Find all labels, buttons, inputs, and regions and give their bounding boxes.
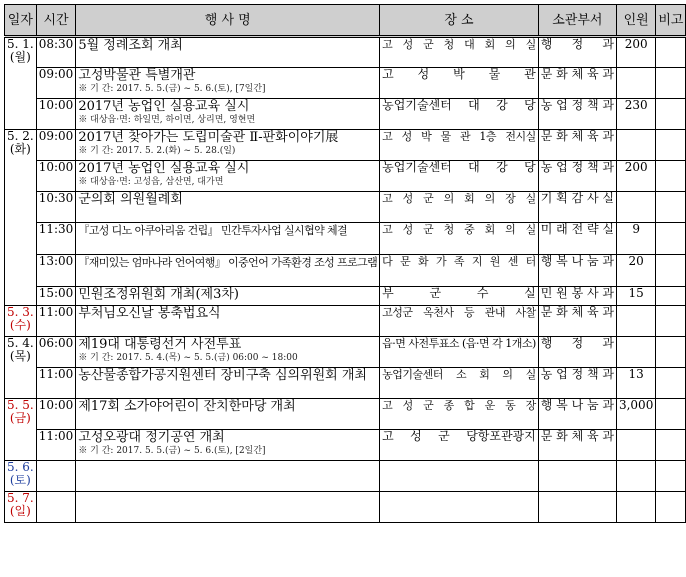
- event-title: 5월 정례조회 개최: [78, 38, 183, 53]
- dept-cell: 행 정 과: [538, 37, 616, 68]
- table-row: [5, 430, 686, 461]
- note-cell: [656, 306, 686, 337]
- event-title: 『고성 디노 아쿠아리움 건립』 민간투자사업 실시협약 체결: [78, 224, 348, 237]
- event-period: ※ 대상읍·면: 하일면, 하이면, 상리면, 영현면: [78, 115, 256, 125]
- dept-cell: 문 화 체 육 과: [538, 306, 616, 337]
- table-row: [5, 399, 686, 430]
- event-cell: [76, 337, 380, 368]
- table-row: [5, 130, 686, 161]
- event-title: 민원조정위원회 개최(제3차): [78, 287, 239, 302]
- place-cell: 다 문 화 가 족 지 원 센 터: [380, 255, 539, 287]
- note-cell: [656, 223, 686, 255]
- dept-cell: 농 업 정 책 과: [538, 161, 616, 192]
- header-note: 비고: [656, 5, 686, 37]
- time-cell: 06:00: [36, 337, 76, 368]
- note-cell: [656, 492, 686, 523]
- event-title: 2017년 농업인 실용교육 실시: [78, 99, 250, 114]
- time-cell: 11:00: [36, 306, 76, 337]
- date-weekday: (금): [9, 411, 31, 425]
- date-weekday: (토): [9, 473, 31, 487]
- count-cell: 230: [616, 99, 655, 130]
- count-cell: [616, 192, 655, 223]
- time-cell: 09:00: [36, 130, 76, 161]
- table-row: [5, 68, 686, 99]
- note-cell: [656, 430, 686, 461]
- date-cell: [5, 37, 37, 130]
- dept-cell: 행 복 나 눔 과: [538, 255, 616, 287]
- event-title: 제17회 소가야어린이 잔치한마당 개최: [78, 399, 296, 414]
- place-cell: 농업기술센터 대 강 당: [380, 99, 539, 130]
- place-cell: 농업기술센터 대 강 당: [380, 161, 539, 192]
- header-row: [5, 5, 686, 37]
- count-cell: 200: [616, 161, 655, 192]
- event-cell: [76, 99, 380, 130]
- date-cell: [5, 492, 37, 523]
- date-day: 5. 5.: [7, 398, 34, 412]
- date-weekday: (화): [9, 142, 31, 156]
- place-cell: 고 성 박 물 관: [380, 68, 539, 99]
- time-cell: 11:00: [36, 430, 76, 461]
- note-cell: [656, 368, 686, 399]
- event-title: 군의회 의원월례회: [78, 192, 183, 207]
- event-period: ※ 기 간: 2017. 5. 5.(금) ~ 5. 6.(토), [7일간]: [78, 84, 266, 94]
- header-time: 시간: [36, 5, 76, 37]
- event-title: 고성박물관 특별개관: [78, 68, 196, 83]
- event-title: 부처님오신날 봉축법요식: [78, 306, 221, 321]
- count-cell: [616, 306, 655, 337]
- date-weekday: (수): [9, 318, 31, 332]
- event-cell: [76, 461, 380, 492]
- time-cell: 08:30: [36, 37, 76, 68]
- count-cell: [616, 492, 655, 523]
- event-cell: [76, 68, 380, 99]
- header-place: 장 소: [380, 5, 539, 37]
- event-cell: [76, 130, 380, 161]
- event-title: 제19대 대통령선거 사전투표: [78, 337, 242, 352]
- time-cell: 13:00: [36, 255, 76, 287]
- note-cell: [656, 337, 686, 368]
- place-cell: 농업기술센터 소 회 의 실: [380, 368, 539, 399]
- header-date: 일자: [5, 5, 37, 37]
- event-cell: [76, 287, 380, 306]
- date-weekday: (일): [9, 504, 31, 518]
- event-cell: [76, 430, 380, 461]
- date-cell: [5, 337, 37, 399]
- count-cell: [616, 130, 655, 161]
- table-row: [5, 223, 686, 255]
- event-period: ※ 대상읍·면: 고성읍, 삼산면, 대가면: [78, 177, 224, 187]
- date-weekday: (월): [9, 50, 31, 64]
- date-cell: [5, 399, 37, 461]
- time-cell: 09:00: [36, 68, 76, 99]
- time-cell: 15:00: [36, 287, 76, 306]
- dept-cell: 농 업 정 책 과: [538, 99, 616, 130]
- place-cell: 고 성 군 종 합 운 동 장: [380, 399, 539, 430]
- date-day: 5. 2.: [7, 129, 34, 143]
- note-cell: [656, 130, 686, 161]
- note-cell: [656, 399, 686, 430]
- place-cell: 고 성 박 물 관 1층 전시실: [380, 130, 539, 161]
- table-row: [5, 492, 686, 523]
- table-row: [5, 192, 686, 223]
- header-event: 행 사 명: [76, 5, 380, 37]
- time-cell: 10:00: [36, 399, 76, 430]
- table-row: [5, 461, 686, 492]
- event-cell: [76, 368, 380, 399]
- table-row: [5, 337, 686, 368]
- dept-cell: 기 획 감 사 실: [538, 192, 616, 223]
- event-cell: [76, 255, 380, 287]
- time-cell: 11:30: [36, 223, 76, 255]
- event-cell: [76, 223, 380, 255]
- note-cell: [656, 192, 686, 223]
- table-row: [5, 287, 686, 306]
- count-cell: [616, 337, 655, 368]
- dept-cell: 미 래 전 략 실: [538, 223, 616, 255]
- time-cell: 10:00: [36, 161, 76, 192]
- note-cell: [656, 37, 686, 68]
- event-cell: [76, 192, 380, 223]
- count-cell: 15: [616, 287, 655, 306]
- header-dept: 소관부서: [538, 5, 616, 37]
- dept-cell: 문 화 체 육 과: [538, 130, 616, 161]
- time-cell: 10:30: [36, 192, 76, 223]
- count-cell: [616, 68, 655, 99]
- time-cell: [36, 461, 76, 492]
- place-cell: 고 성 군 청 대 회 의 실: [380, 37, 539, 68]
- note-cell: [656, 255, 686, 287]
- event-title: 『재미있는 엄마나라 언어여행』 이중언어 가족환경 조성 프로그램: [78, 256, 378, 269]
- header-count: 인원: [616, 5, 655, 37]
- event-period: ※ 기 간: 2017. 5. 5.(금) ~ 5. 6.(토), [2일간]: [78, 446, 266, 456]
- event-cell: [76, 37, 380, 68]
- schedule-document: [4, 4, 686, 523]
- place-cell: 읍·면 사전투표소 (읍·면 각 1개소): [380, 337, 539, 368]
- place-cell: 고 성 군 청 중 회 의 실: [380, 223, 539, 255]
- note-cell: [656, 161, 686, 192]
- dept-cell: [538, 492, 616, 523]
- time-cell: 11:00: [36, 368, 76, 399]
- place-cell: 고 성 군 당항포관광지: [380, 430, 539, 461]
- count-cell: 3,000: [616, 399, 655, 430]
- dept-cell: 농 업 정 책 과: [538, 368, 616, 399]
- dept-cell: 행 정 과: [538, 337, 616, 368]
- date-day: 5. 6.: [7, 460, 34, 474]
- note-cell: [656, 68, 686, 99]
- dept-cell: [538, 461, 616, 492]
- event-cell: [76, 492, 380, 523]
- date-weekday: (목): [9, 349, 31, 363]
- place-cell: 고성군 옥천사 등 관내 사찰: [380, 306, 539, 337]
- time-cell: [36, 492, 76, 523]
- count-cell: 9: [616, 223, 655, 255]
- date-cell: [5, 461, 37, 492]
- date-cell: [5, 306, 37, 337]
- count-cell: [616, 430, 655, 461]
- table-row: [5, 161, 686, 192]
- count-cell: 13: [616, 368, 655, 399]
- dept-cell: 민 원 봉 사 과: [538, 287, 616, 306]
- event-title: 고성오광대 정기공연 개최: [78, 430, 225, 445]
- count-cell: 200: [616, 37, 655, 68]
- date-day: 5. 1.: [7, 37, 34, 51]
- table-row: [5, 37, 686, 68]
- note-cell: [656, 99, 686, 130]
- place-cell: [380, 461, 539, 492]
- place-cell: [380, 492, 539, 523]
- date-day: 5. 7.: [7, 491, 34, 505]
- dept-cell: 문 화 체 육 과: [538, 68, 616, 99]
- table-row: [5, 368, 686, 399]
- count-cell: 20: [616, 255, 655, 287]
- event-period: ※ 기 간: 2017. 5. 2.(화) ~ 5. 28.(일): [78, 146, 236, 156]
- place-cell: 고 성 군 의 회 의 장 실: [380, 192, 539, 223]
- event-cell: [76, 306, 380, 337]
- table-row: [5, 255, 686, 287]
- dept-cell: 문 화 체 육 과: [538, 430, 616, 461]
- schedule-body: [5, 37, 686, 523]
- event-period: ※ 기 간: 2017. 5. 4.(목) ~ 5. 5.(금) 06:00 ~ 18:00: [78, 353, 298, 363]
- event-title: 2017년 찾아가는 도립미술관 Ⅱ-판화이야기展: [78, 130, 339, 145]
- event-cell: [76, 399, 380, 430]
- date-cell: [5, 130, 37, 306]
- place-cell: 부 군 수 실: [380, 287, 539, 306]
- date-day: 5. 4.: [7, 336, 34, 350]
- event-title: 2017년 농업인 실용교육 실시: [78, 161, 250, 176]
- count-cell: [616, 461, 655, 492]
- event-cell: [76, 161, 380, 192]
- event-title: 농산물종합가공지원센터 장비구축 심의위원회 개최: [78, 368, 367, 383]
- schedule-table: [4, 4, 686, 523]
- date-day: 5. 3.: [7, 305, 34, 319]
- table-row: [5, 306, 686, 337]
- note-cell: [656, 287, 686, 306]
- time-cell: 10:00: [36, 99, 76, 130]
- dept-cell: 행 복 나 눔 과: [538, 399, 616, 430]
- table-row: [5, 99, 686, 130]
- note-cell: [656, 461, 686, 492]
